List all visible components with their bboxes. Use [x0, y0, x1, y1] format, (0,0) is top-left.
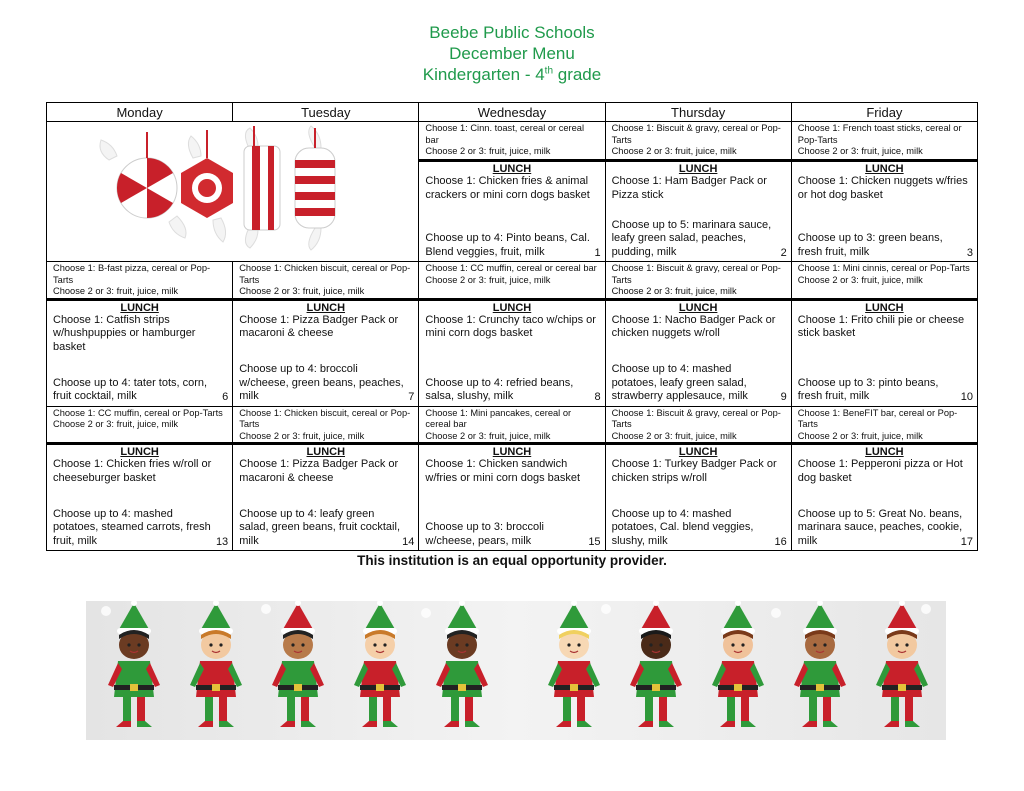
ornament-image-cell: [47, 122, 419, 262]
lunch-cell: [47, 444, 233, 551]
day-number: 3: [966, 246, 973, 259]
elf-figure: [712, 601, 764, 727]
elf-figure: [794, 601, 846, 727]
breakfast-extras: Choose 2 or 3: fruit, juice, milk: [611, 146, 737, 156]
lunch-heading: LUNCH: [865, 446, 904, 458]
lunch-heading: LUNCH: [492, 301, 532, 314]
lunch-sides: Choose up to 5: Great No. beans, marinara sauce, peaches, cookie, milk: [797, 507, 963, 547]
hexagon-candy-ornament: [181, 130, 233, 242]
breakfast-extras: Choose 2 or 3: fruit, juice, milk: [239, 430, 365, 441]
cylinder-candy-ornament: [244, 126, 280, 248]
lunch-heading: LUNCH: [492, 163, 532, 176]
breakfast-cell: [791, 122, 977, 161]
breakfast-choice: Choose 1: BeneFIT bar, cereal or Pop-Tarts: [797, 407, 958, 429]
breakfast-choice: Choose 1: Cinn. toast, cereal or cereal bar: [425, 123, 585, 145]
equal-opportunity-statement: This institution is an equal opportunity provider.: [357, 553, 667, 568]
lunch-heading: LUNCH: [865, 163, 904, 176]
week-3-lunch-row: [47, 444, 978, 551]
day-number: 15: [588, 535, 601, 548]
lunch-main: Choose 1: Pizza Badger Pack or macaroni & cheese: [239, 458, 399, 484]
day-number: 16: [774, 535, 787, 548]
lunch-sides: Choose up to 4: refried beans, salsa, slushy, milk: [425, 376, 574, 402]
day-number: 7: [408, 391, 415, 403]
day-number: 8: [594, 391, 601, 403]
lunch-cell: [605, 299, 791, 406]
menu-calendar-table: [46, 102, 978, 551]
breakfast-cell: [605, 406, 791, 444]
lunch-sides: Choose up to 4: tater tots, corn, fruit cocktail, milk: [53, 376, 208, 402]
breakfast-cell: [233, 406, 419, 444]
breakfast-choice: Choose 1: Mini pancakes, cereal or cereal bar: [425, 407, 572, 429]
breakfast-cell: [419, 262, 605, 300]
lunch-main: Choose 1: Chicken sandwich w/fries or mini corn dogs basket: [425, 458, 581, 484]
breakfast-cell: [47, 406, 233, 444]
menu-title: December Menu: [449, 44, 575, 63]
breakfast-choice: Choose 1: French toast sticks, cereal or Pop-Tarts: [797, 123, 962, 145]
lunch-cell: [419, 161, 605, 262]
breakfast-extras: Choose 2 or 3: fruit, juice, milk: [425, 274, 551, 285]
breakfast-extras: Choose 2 or 3: fruit, juice, milk: [425, 430, 551, 441]
elf-figure: [436, 601, 488, 727]
elf-figure: [272, 601, 324, 727]
lunch-sides: Choose up to 4: broccoli w/cheese, green beans, peaches, milk: [239, 363, 404, 402]
week-2-breakfast-row: [47, 262, 978, 300]
lunch-heading: LUNCH: [678, 446, 718, 458]
day-number: 10: [960, 391, 973, 403]
breakfast-choice: Choose 1: Mini cinnis, cereal or Pop-Tarts: [797, 263, 970, 273]
elf-figure: [876, 601, 928, 727]
breakfast-extras: Choose 2 or 3: fruit, juice, milk: [797, 146, 923, 156]
lunch-main: Choose 1: Chicken fries w/roll or cheeseburger basket: [53, 458, 212, 484]
day-header-monday: Monday: [47, 103, 233, 122]
lunch-main: Choose 1: Chicken fries & animal crackers or mini corn dogs basket: [425, 175, 590, 201]
lunch-cell: [605, 444, 791, 551]
breakfast-cell: [791, 406, 977, 444]
day-header-thursday: Thursday: [605, 103, 791, 122]
breakfast-extras: Choose 2 or 3: fruit, juice, milk: [797, 274, 923, 285]
lunch-main: Choose 1: Ham Badger Pack or Pizza stick: [611, 175, 767, 201]
lunch-sides: Choose up to 4: mashed potatoes, Cal. blend veggies, slushy, milk: [611, 507, 754, 547]
elf-figure: [630, 601, 682, 727]
day-number: 1: [594, 246, 601, 259]
breakfast-extras: Choose 2 or 3: fruit, juice, milk: [797, 430, 923, 441]
day-number: 17: [960, 535, 973, 548]
breakfast-cell: [419, 406, 605, 444]
elf-figure: [190, 601, 242, 727]
breakfast-choice: Choose 1: CC muffin, cereal or Pop-Tarts: [53, 407, 223, 418]
peppermint-ornaments-image: [47, 122, 419, 256]
week-2-lunch-row: [47, 299, 978, 406]
striped-candy-ornament: [295, 126, 335, 250]
lunch-cell: [233, 299, 419, 406]
lunch-heading: LUNCH: [306, 446, 346, 458]
breakfast-extras: Choose 2 or 3: fruit, juice, milk: [239, 286, 365, 296]
lunch-heading: LUNCH: [865, 301, 904, 314]
lunch-heading: LUNCH: [120, 301, 159, 314]
lunch-sides: Choose up to 4: mashed potatoes, steamed carrots, fresh fruit, milk: [53, 507, 211, 547]
lunch-main: Choose 1: Turkey Badger Pack or chicken strips w/roll: [611, 458, 777, 484]
lunch-main: Choose 1: Crunchy taco w/chips or mini corn dogs basket: [425, 313, 596, 339]
day-number: 2: [780, 246, 787, 259]
breakfast-choice: Choose 1: Biscuit & gravy, cereal or Pop-Tarts: [611, 123, 781, 145]
lunch-cell: [47, 299, 233, 406]
breakfast-extras: Choose 2 or 3: fruit, juice, milk: [611, 430, 737, 441]
lunch-cell: [419, 444, 605, 551]
breakfast-choice: Choose 1: Chicken biscuit, cereal or Pop-Tarts: [239, 407, 411, 429]
elf-figure: [354, 601, 406, 727]
lunch-main: Choose 1: Chicken nuggets w/fries or hot dog basket: [797, 175, 968, 201]
breakfast-choice: Choose 1: CC muffin, cereal or cereal bar: [425, 263, 597, 273]
breakfast-choice: Choose 1: Biscuit & gravy, cereal or Pop-Tarts: [611, 263, 781, 285]
elf-figure: [108, 601, 160, 727]
lunch-cell: [791, 299, 977, 406]
day-number: 14: [402, 535, 415, 548]
lunch-heading: LUNCH: [120, 446, 159, 458]
lunch-sides: Choose up to 3: broccoli w/cheese, pears, milk: [425, 521, 545, 547]
swirl-candy-ornament: [100, 132, 186, 238]
lunch-cell: [791, 444, 977, 551]
lunch-heading: LUNCH: [678, 163, 718, 176]
school-name: Beebe Public Schools: [429, 23, 595, 42]
breakfast-choice: Choose 1: Biscuit & gravy, cereal or Pop-Tarts: [611, 407, 781, 429]
breakfast-cell: [605, 262, 791, 300]
lunch-sides: Choose up to 4: Pinto beans, Cal. Blend veggies, fruit, milk: [425, 232, 590, 258]
day-header-friday: Friday: [791, 103, 977, 122]
breakfast-cell: [233, 262, 419, 300]
breakfast-cell: [605, 122, 791, 161]
day-header-tuesday: Tuesday: [233, 103, 419, 122]
lunch-sides: Choose up to 3: pinto beans, fresh fruit, milk: [797, 376, 939, 402]
day-number: 9: [780, 391, 787, 403]
breakfast-cell: [47, 262, 233, 300]
lunch-cell: [791, 161, 977, 262]
lunch-cell: [233, 444, 419, 551]
breakfast-extras: Choose 2 or 3: fruit, juice, milk: [611, 286, 737, 296]
weekday-header-row: [47, 103, 978, 122]
lunch-main: Choose 1: Pepperoni pizza or Hot dog basket: [797, 458, 963, 484]
breakfast-extras: Choose 2 or 3: fruit, juice, milk: [53, 286, 179, 296]
lunch-main: Choose 1: Catfish strips w/hushpuppies or hamburger basket: [53, 313, 196, 353]
day-number: 6: [222, 391, 229, 403]
lunch-heading: LUNCH: [492, 446, 532, 458]
elf-figure: [548, 601, 600, 727]
lunch-sides: Choose up to 4: leafy green salad, green beans, fruit cocktail, milk: [239, 507, 400, 547]
breakfast-choice: Choose 1: Chicken biscuit, cereal or Pop-Tarts: [239, 263, 411, 285]
breakfast-cell: [419, 122, 605, 161]
breakfast-extras: Choose 2 or 3: fruit, juice, milk: [425, 146, 551, 156]
lunch-heading: LUNCH: [678, 301, 718, 314]
breakfast-extras: Choose 2 or 3: fruit, juice, milk: [53, 419, 179, 429]
week-1-breakfast-row: [47, 122, 978, 161]
menu-header: [0, 22, 1024, 85]
day-number: 13: [215, 535, 229, 548]
lunch-cell: [419, 299, 605, 406]
lunch-heading: LUNCH: [306, 301, 346, 314]
lunch-sides: Choose up to 3: green beans, fresh fruit, milk: [797, 232, 943, 258]
breakfast-cell: [791, 262, 977, 300]
lunch-main: Choose 1: Nacho Badger Pack or chicken nuggets w/roll: [611, 313, 776, 339]
lunch-main: Choose 1: Frito chili pie or cheese stick basket: [797, 313, 965, 339]
grade-range: Kindergarten - 4th grade: [422, 65, 602, 84]
breakfast-choice: Choose 1: B-fast pizza, cereal or Pop-Tarts: [53, 263, 211, 285]
lunch-sides: Choose up to 4: mashed potatoes, leafy green salad, strawberry applesauce, milk: [611, 363, 748, 402]
lunch-main: Choose 1: Pizza Badger Pack or macaroni & cheese: [239, 313, 399, 339]
lunch-sides: Choose up to 5: marinara sauce, leafy green salad, peaches, pudding, milk: [611, 218, 772, 258]
christmas-elves-banner: [86, 601, 946, 740]
day-header-wednesday: Wednesday: [419, 103, 605, 122]
elves-illustration: [86, 601, 946, 740]
lunch-cell: [605, 161, 791, 262]
week-3-breakfast-row: [47, 406, 978, 444]
